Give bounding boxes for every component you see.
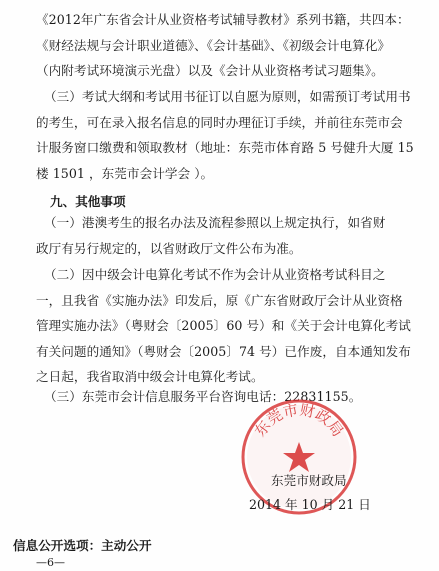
paragraph-item-2 [0, 262, 439, 390]
paragraph-item-1 [0, 210, 439, 261]
text-line: 计服务窗口缴费和领取教材（地址：东莞市体育路 5 号健升大厦 15 [36, 140, 414, 155]
paragraph-item-3 [0, 384, 439, 410]
text-line: （三）考试大纲和考试用书征订以自愿为原则，如需预订考试用书 [44, 89, 411, 104]
issue-date: 2014 年 10 月 21 日 [249, 497, 371, 512]
text-line: 的考生，可在录入报名信息的同时办理征订手续，并前往东莞市会 [36, 114, 403, 130]
text-line: 楼 1501 ，东莞市会计学会 ）。 [36, 165, 214, 181]
text-line: （一）港澳考生的报名办法及流程参照以上规定执行，如省财 [44, 215, 386, 230]
page-number: —6— [36, 556, 65, 569]
paragraph-item-3-outline [0, 84, 439, 186]
text-line: 政厅有另行规定的，以省财政厅文件公布为准。 [36, 240, 302, 256]
text-line: （内附考试环境演示光盘）以及《会计从业资格考试习题集》。 [36, 63, 384, 78]
text-line: 《2012年广东省会计从业资格考试辅导教材》系列书籍，共四本： [36, 12, 410, 27]
section-heading: 九、其他事项 [50, 194, 126, 209]
text-line: 之日起，我省取消中级会计电算化考试。 [36, 369, 264, 384]
text-line: 管理实施办法》（粤财会〔2005〕60 号）和《关于会计电算化考试 [36, 318, 411, 333]
seal-text: 东莞市财政局 [250, 400, 348, 440]
disclosure-option: 信息公开选项：主动公开 [13, 538, 152, 553]
text-line: （二）因中级会计电算化考试不作为会计从业资格考试科目之 [44, 267, 386, 282]
text-line: 一，且我省《实施办法》印发后，原《广东省财政厅会计从业资格 [36, 292, 403, 308]
text-line: 有关问题的通知》（粤财会〔2005〕74 号）已作废，自本通知发布 [36, 343, 411, 359]
text-line: （三）东莞市会计信息服务平台咨询电话：22831155。 [44, 389, 362, 404]
issuer-name: 东莞市财政局 [271, 473, 347, 488]
paragraph-textbooks [0, 7, 439, 84]
text-line: 《财经法规与会计职业道德》、《会计基础》、《初级会计电算化》 [36, 37, 391, 53]
